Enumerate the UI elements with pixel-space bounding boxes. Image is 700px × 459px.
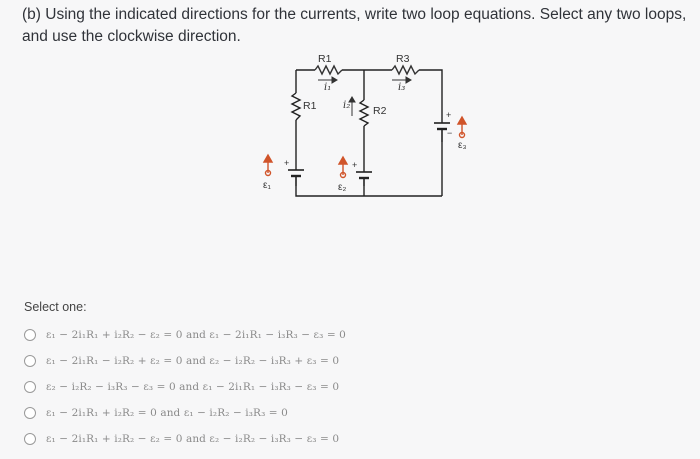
answer-option-4[interactable] (24, 400, 346, 426)
option-text: ε₂ − i₂R₂ − i₃R₃ − ε₃ = 0 and ε₁ − 2i₁R₁ − i₃R₃ − ε₃ = 0 (46, 381, 340, 393)
option-text: ε₁ − 2i₁R₁ − i₂R₂ + ε₂ = 0 and ε₂ − i₂R₂ − i₃R₃ + ε₃ = 0 (46, 355, 340, 367)
option-text: ε₁ − 2i₁R₁ + i₂R₂ = 0 and ε₁ − i₂R₂ − i₃R₃ = 0 (46, 407, 288, 419)
r1-left-label: R1 (303, 100, 317, 112)
e1-label: ε₁ (263, 180, 271, 191)
answer-option-5[interactable] (24, 426, 346, 452)
answer-options (24, 322, 346, 452)
i3-label: i₃ (398, 82, 406, 93)
answer-option-1[interactable] (24, 322, 346, 348)
i1-label: i₁ (324, 82, 332, 93)
option-text: ε₁ − 2i₁R₁ + i₂R₂ − ε₂ = 0 and ε₂ − i₂R₂ − i₃R₃ − ε₃ = 0 (46, 433, 340, 445)
question-text: (b) Using the indicated directions for the currents, write two loop equations. Select any two loops, and use the clockwise direction. (22, 6, 687, 45)
radio-button[interactable] (24, 407, 36, 419)
e1-plus-sign: + (284, 158, 290, 168)
radio-button[interactable] (24, 355, 36, 367)
answer-option-2[interactable] (24, 348, 346, 374)
r3-top-label: R3 (396, 53, 410, 65)
e3-plus-sign: + (446, 110, 452, 120)
r1-top-label: R1 (318, 53, 332, 65)
e2-plus-sign: + (352, 160, 358, 170)
select-one-label: Select one: (24, 300, 87, 314)
i2-label: i₂ (343, 100, 351, 111)
e2-label: ε₂ (338, 182, 347, 193)
radio-button[interactable] (24, 381, 36, 393)
answer-option-3[interactable] (24, 374, 346, 400)
option-text: ε₁ − 2i₁R₁ + i₂R₂ − ε₂ = 0 and ε₁ − 2i₁R₁ − i₃R₃ − ε₃ = 0 (46, 329, 346, 341)
e3-label: ε₃ (458, 140, 467, 151)
r2-label: R2 (373, 105, 387, 117)
radio-button[interactable] (24, 433, 36, 445)
e3-minus-sign: − (447, 128, 453, 138)
radio-button[interactable] (24, 329, 36, 341)
